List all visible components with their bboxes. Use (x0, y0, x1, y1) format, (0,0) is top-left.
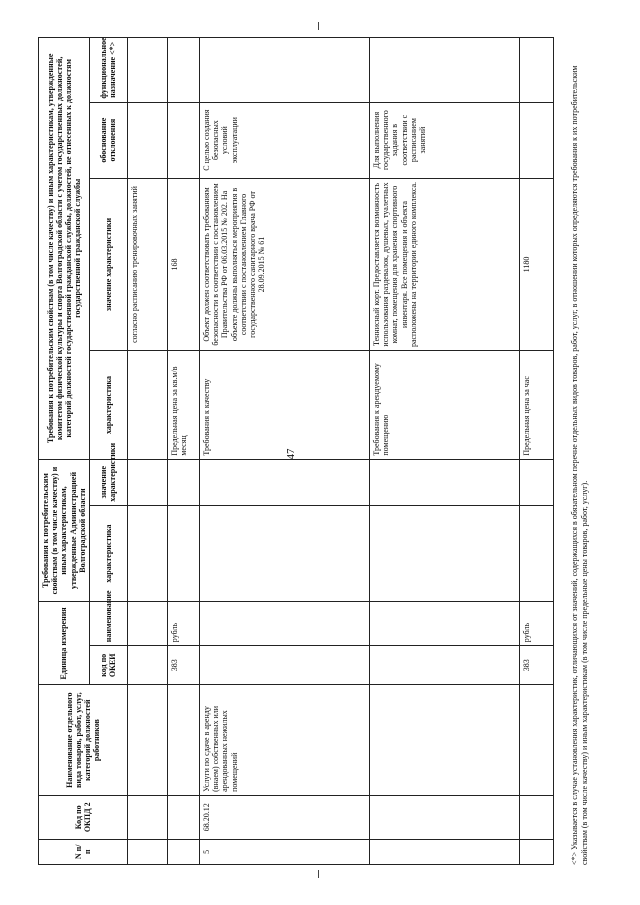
table-row: 383 рубль Предельная цена за кв.м/в месяц 168 (167, 38, 199, 865)
header-justification: обоснование отклонения (89, 102, 127, 178)
page-number: 47 (285, 448, 297, 460)
rotated-table-area (38, 37, 598, 865)
table-row: согласно расписанию тренировочных занятий (127, 38, 167, 865)
header-req-admin: Требования к потребительским свойствам (в том числе качеству) и иным характеристикам, утвержденные Администрацией Волгоградской области (39, 459, 90, 602)
header-admin-value: значение характеристики (89, 459, 127, 505)
header-req-committee: Требования к потребительским свойствам (в том числе качеству) и иным характеристикам, утвержденные комитетом физической культуры и спорта Волгоградской области с учетом государственных должностей, категорий должностей государственной гражданской службы, должностей, не отнесенных к должностям государственной гражданской службы (39, 38, 90, 460)
table-row: Требования к арендуемому помещению Теннисный корт. Предоставляется возможность использования раздевалок, душевых, туалетных комнат, помещения для хранения спортивного инвентаря. Все помещения и объекта расположены на территории единого комплекса. Для выполнения государственного задания в соответствии с расписанием занятий (369, 38, 519, 865)
requirements-table (38, 37, 554, 865)
header-okpd: Код по ОКПД 2 (39, 795, 128, 839)
header-n: N п/п (39, 839, 128, 864)
header-unit: Единица измерения (39, 602, 90, 685)
header-unit-name: наименование (89, 602, 127, 646)
header-committee-char: характеристика (89, 351, 127, 459)
header-row-1 (39, 38, 90, 865)
table-row: 5 68.20.12 Услуги по сдаче в аренду (внаем) собственных или арендованных нежилых помещений Требования к качеству Объект должен соответствовать требованиям безопасности в соответствии с постановлением Правительства РФ от 06.03.2015 № 202. На объекте должны выполняться мероприятия в соответствии с постановлением Главного государственного санитарного врача РФ от 28.09.2015 № 61 С целью создания безопасных условий эксплуатации (199, 38, 369, 865)
scan-mark (318, 870, 319, 878)
scan-mark (318, 22, 319, 30)
header-unit-code: код по ОКЕИ (89, 646, 127, 685)
header-admin-char: характеристика (89, 505, 127, 602)
footnote: <*> Указывается в случае установления характеристик, отличающихся от значений, содержащихся в обязательном перечне отдельных видов товаров, работ, услуг, в отношении которых определяются требования к их потребительским свойствам (в том числе качеству) и иным характеристикам (в том числе предельные цены товаров, работ, услуг). (570, 65, 589, 865)
table-row: 383 рубль Предельная цена за час 1180 (519, 38, 553, 865)
header-functional: функциональное назначение <*> (89, 38, 127, 103)
header-name: Наименование отдельного вида товаров, работ, услуг, категорий должностей работников (39, 685, 128, 796)
header-committee-value: значение характеристики (89, 178, 127, 351)
